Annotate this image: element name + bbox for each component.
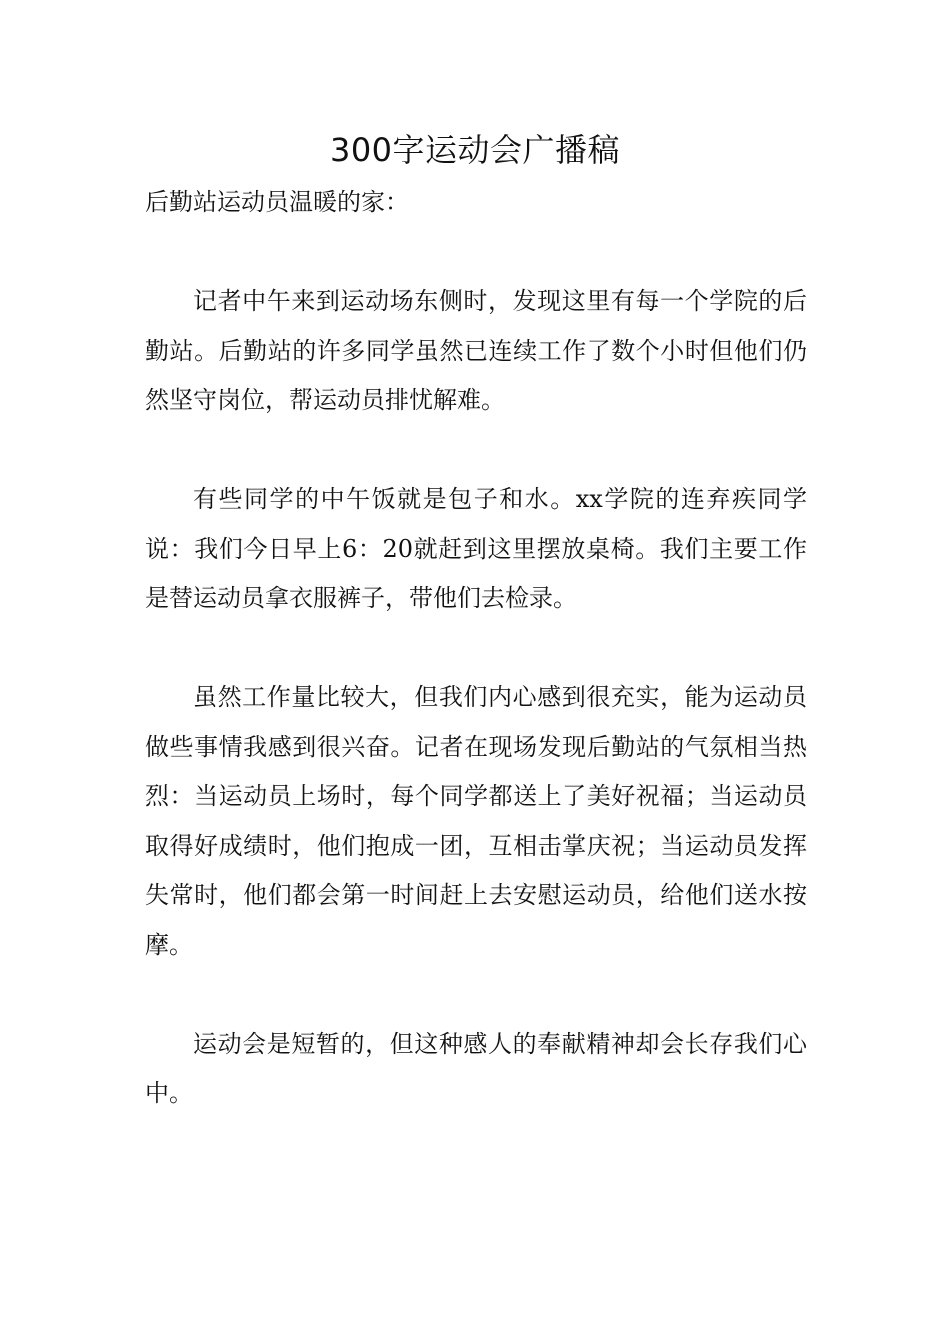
paragraph: 记者中午来到运动场东侧时，发现这里有每一个学院的后勤站。后勤站的许多同学虽然已连续工作了数个小时但他们仍然坚守岗位，帮运动员排忧解难。: [145, 287, 807, 414]
document-title: 300字运动会广播稿: [329, 131, 621, 169]
greeting-line: 后勤站运动员温暖的家：: [145, 188, 409, 216]
paragraph: 虽然工作量比较大，但我们内心感到很充实，能为运动员做些事情我感到很兴奋。记者在现场发现后勤站的气氛相当热烈：当运动员上场时，每个同学都送上了美好祝福；当运动员取得好成绩时，他们抱成一团，互相击掌庆祝；当运动员发挥失常时，他们都会第一时间赶上去安慰运动员，给他们送水按摩。: [145, 683, 807, 959]
paragraph: 运动会是短暂的，但这种感人的奉献精神却会长存我们心中。: [145, 1029, 807, 1107]
paragraph: 有些同学的中午饭就是包子和水。xx学院的连弃疾同学说：我们今日早上6：20就赶到这里摆放桌椅。我们主要工作是替运动员拿衣服裤子，带他们去检录。: [145, 485, 807, 612]
document-body: [145, 178, 807, 1168]
